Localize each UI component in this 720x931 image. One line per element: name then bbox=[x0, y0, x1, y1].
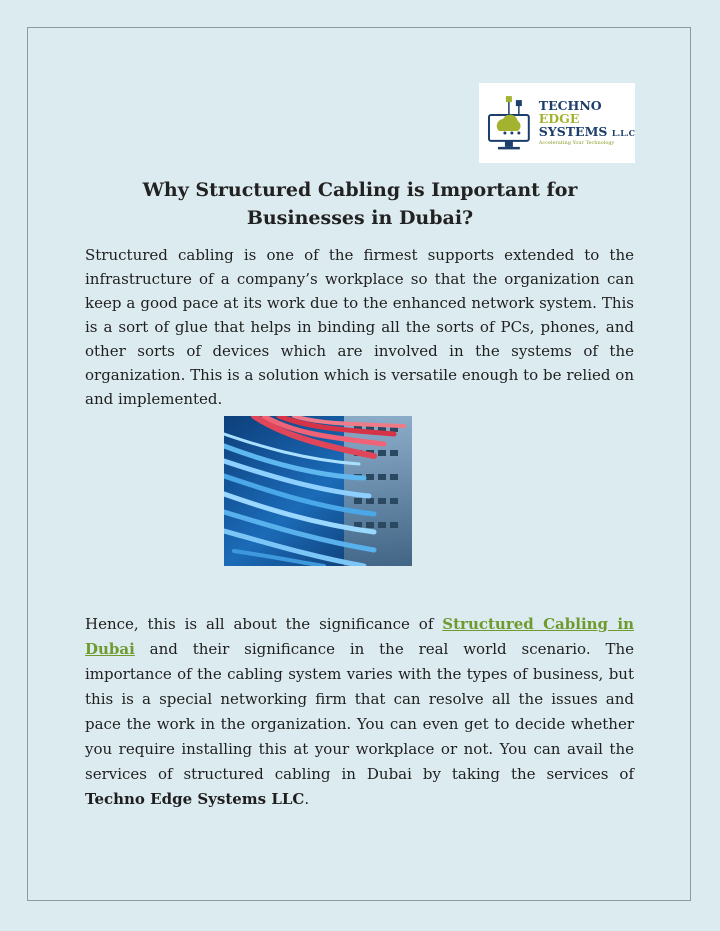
logo-line-techno: TECHNO bbox=[538, 98, 602, 113]
closing-period: . bbox=[304, 790, 310, 808]
structured-cabling-link[interactable]: Structured Cabling in Dubai bbox=[85, 615, 634, 658]
closing-text-middle: and their significance in the real world scenario. The importance of the cabling system varies with the types of business, but this is a special networking firm that can resolve all the issues and pace the work in the organization. You can even get to decide whether you require installing this at your workplace or not. You can avail the services of structured cabling in Dubai by taking the services of bbox=[85, 640, 634, 783]
logo-llc: L.L.C bbox=[611, 128, 635, 138]
logo-tagline: Accelerating Your Technology bbox=[538, 140, 615, 146]
logo-text bbox=[539, 99, 635, 147]
cables-image bbox=[224, 416, 412, 566]
network-cables-photo bbox=[224, 416, 412, 566]
closing-text-start: Hence, this is all about the significance of bbox=[85, 615, 443, 633]
logo-systems-word: SYSTEMS bbox=[538, 124, 608, 139]
company-logo bbox=[479, 83, 635, 163]
intro-paragraph: Structured cabling is one of the firmest supports extended to the infrastructure of a company’s workplace so that the organization can keep a good pace at its work due to the enhanced network system. This is a sort of glue that helps in binding all the sorts of PCs, phones, and other sorts of devices which are involved in the systems of the organization. This is a solution which is versatile enough to be relied on and implemented. bbox=[85, 246, 634, 408]
cloud-monitor-icon bbox=[485, 93, 535, 153]
closing-paragraph bbox=[85, 612, 634, 812]
company-name: Techno Edge Systems LLC bbox=[85, 790, 305, 808]
logo-line-edge: EDGE bbox=[538, 111, 580, 126]
logo-line-systems bbox=[539, 125, 635, 140]
page-title: Why Structured Cabling is Important for Businesses in Dubai? bbox=[142, 179, 578, 229]
